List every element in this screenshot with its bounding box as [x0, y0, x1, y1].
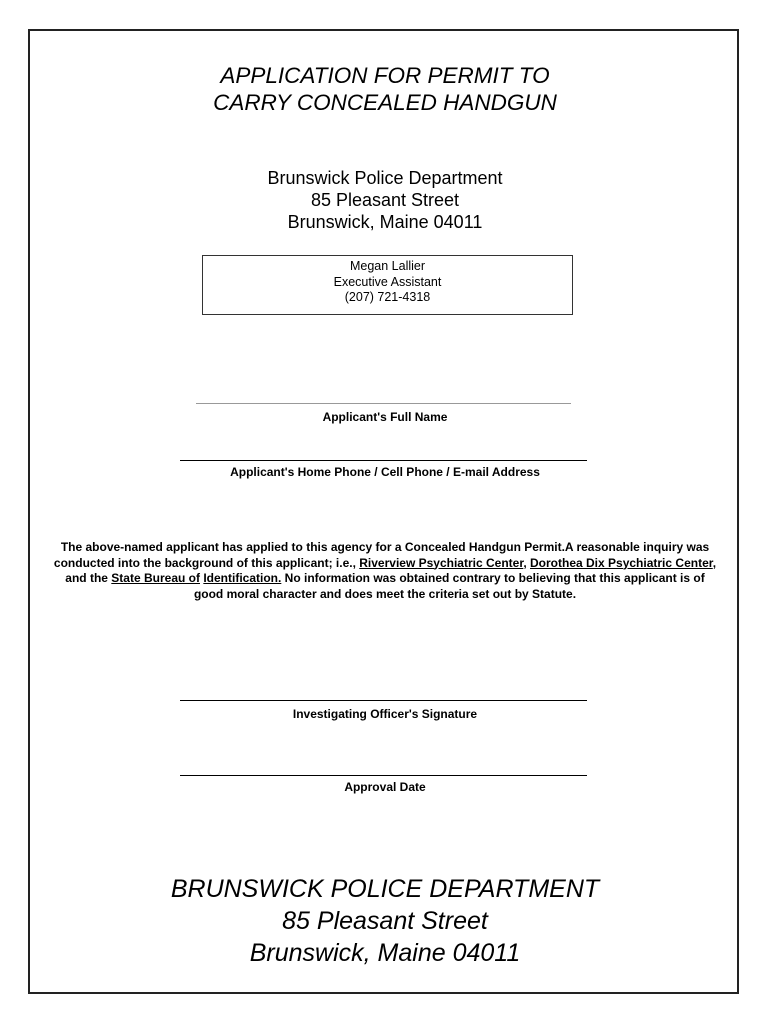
footer-name: BRUNSWICK POLICE DEPARTMENT	[170, 875, 600, 903]
statement-text-2: No information was obtained contrary to believing that this applicant is of good moral character and does meet the criteria set out by Statute.	[193, 571, 705, 601]
full-name-line[interactable]	[196, 403, 571, 404]
footer-city: Brunswick, Maine 04011	[249, 939, 521, 967]
link-dorothea-dix[interactable]: Dorothea Dix Psychiatric Center	[530, 555, 713, 570]
full-name-label: Applicant's Full Name	[322, 410, 448, 424]
officer-signature-line[interactable]	[180, 700, 587, 701]
contact-title: Executive Assistant	[333, 274, 442, 289]
agency-street: 85 Pleasant Street	[310, 190, 460, 210]
link-identification[interactable]: Identification.	[203, 571, 282, 585]
statement-paragraph	[52, 540, 718, 602]
phone-email-line[interactable]	[180, 460, 587, 461]
agency-name: Brunswick Police Department	[267, 168, 503, 188]
form-title-line-2: CARRY CONCEALED HANDGUN	[213, 90, 557, 115]
statement-sep-1: ,	[523, 555, 531, 570]
link-state-bureau[interactable]: State Bureau of	[111, 571, 200, 585]
footer-address	[0, 873, 770, 969]
agency-city: Brunswick, Maine 04011	[287, 212, 483, 232]
approval-date-line[interactable]	[180, 775, 587, 776]
phone-email-label: Applicant's Home Phone / Cell Phone / E-mail Address	[230, 465, 540, 479]
link-riverview[interactable]: Riverview Psychiatric Center	[359, 555, 524, 570]
statement-text-1: The above-named applicant has applied to this agency for a Concealed Handgun Permit.A reasonable inquiry was conducted into the background of this applicant; i.e.,	[53, 540, 710, 570]
statement-sep-2: , and the	[65, 555, 717, 585]
contact-box	[202, 255, 573, 315]
officer-signature-label: Investigating Officer's Signature	[292, 707, 478, 721]
agency-address	[0, 167, 770, 233]
form-title	[0, 62, 770, 116]
contact-name: Megan Lallier	[349, 259, 426, 273]
form-title-line-1: APPLICATION FOR PERMIT TO	[220, 63, 550, 88]
footer-street: 85 Pleasant Street	[282, 907, 488, 935]
approval-date-label: Approval Date	[344, 780, 426, 794]
contact-phone: (207) 721-4318	[344, 290, 431, 304]
